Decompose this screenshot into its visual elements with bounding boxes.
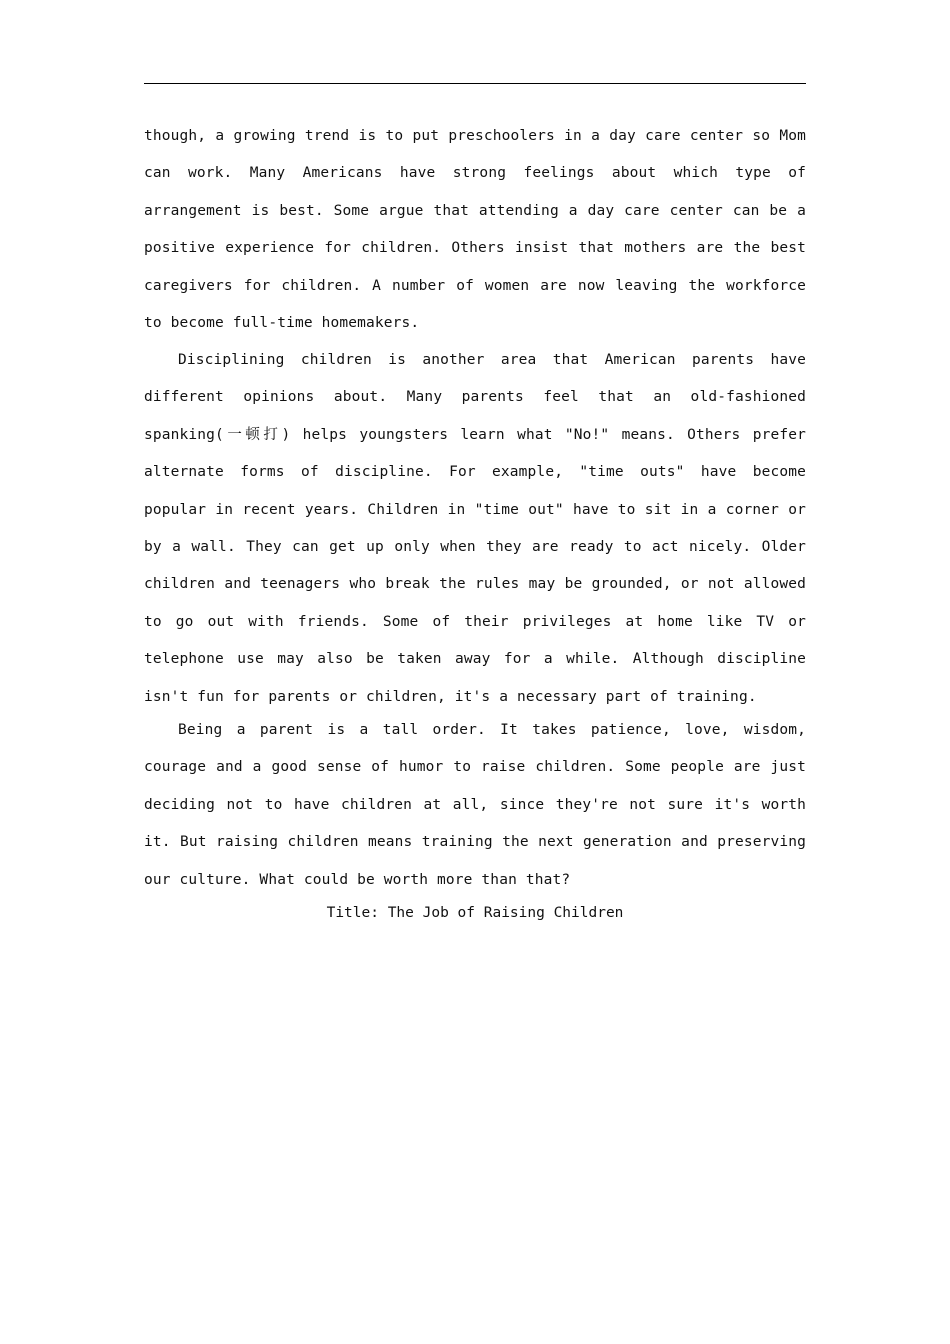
- paragraph-daycare: though, a growing trend is to put preschoolers in a day care center so Mom can work. Many Americans have strong feelings about which type of arrangement is best. Some argue that attending a day care center can be a positive experience for children. Others insist that mothers are the best caregivers for children. A number of women are now leaving the workforce to become full-time homemakers.: [144, 128, 806, 332]
- paragraph-parenting: Being a parent is a tall order. It takes patience, love, wisdom, courage and a good sense of humor to raise children. Some people are just deciding not to have children at all, since they're not sure it's worth it. But raising children means training the next generation and preserving our culture. What could be worth more than that?: [144, 722, 806, 888]
- header-rule: [144, 83, 806, 84]
- answer-title-line: Title: The Job of Raising Children: [326, 905, 624, 921]
- paragraph-discipline: Disciplining children is another area that American parents have different opinions about. Many parents feel that an old-fashioned spanking(一顿打) helps youngsters learn what "No!" means. Others prefer alternate forms of discipline. For example, "time outs" have become popular in recent years. Children in "time out" have to sit in a corner or by a wall. They can get up only when they are ready to act nicely. Older children and teenagers who break the rules may be grounded, or not allowed to go out with friends. Some of their privileges at home like TV or telephone use may also be taken away for a while. Although discipline isn't fun for parents or children, it's a necessary part of training.: [144, 352, 806, 705]
